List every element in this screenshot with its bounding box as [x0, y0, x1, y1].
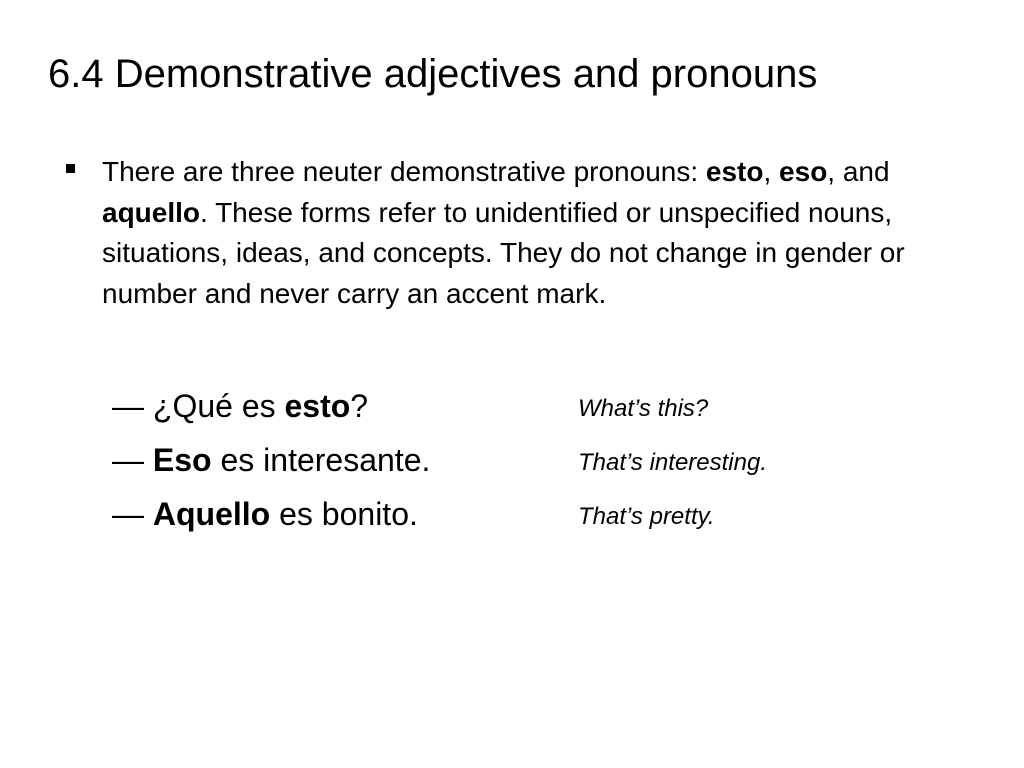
example-row — [112, 436, 972, 490]
example-spanish — [112, 490, 418, 538]
example-spanish — [112, 382, 368, 430]
example-row — [112, 490, 972, 544]
example-spanish-pre: — — [112, 442, 153, 478]
bullet-bold-aquello: aquello — [102, 196, 201, 228]
example-translation: That’s pretty. — [578, 503, 715, 530]
example-spanish-post: ? — [350, 388, 369, 424]
bullet-text-part: There are three neuter demonstrative pronouns: — [102, 156, 706, 187]
example-spanish-pre: — ¿Qué es — [112, 388, 285, 424]
bullet-bold-eso: eso — [779, 156, 828, 187]
square-bullet-icon — [66, 164, 75, 173]
example-spanish-bold: esto — [284, 388, 351, 424]
example-spanish-post: es interesante. — [211, 442, 431, 478]
bullet-text-part: , and — [827, 156, 890, 187]
bullet-bold-esto: esto — [705, 156, 764, 187]
example-spanish-bold: Aquello — [152, 496, 271, 532]
slide-title: 6.4 Demonstrative adjectives and pronouns — [48, 52, 818, 96]
bullet-text — [102, 152, 968, 314]
example-spanish-post: es bonito. — [270, 496, 418, 532]
example-spanish-pre: — — [112, 496, 153, 532]
example-row — [112, 382, 972, 436]
bullet-text-part: , — [763, 156, 780, 187]
example-list — [112, 382, 972, 544]
example-spanish — [112, 436, 430, 484]
example-spanish-bold: Eso — [152, 442, 212, 478]
example-translation: What’s this? — [578, 395, 709, 422]
bullet-text-part: . These forms refer to unidentified or unspecified nouns, situations, ideas, and concepts. They do not change in gender or number and never carry an accent mark. — [102, 196, 905, 309]
example-translation: That’s interesting. — [578, 449, 767, 476]
